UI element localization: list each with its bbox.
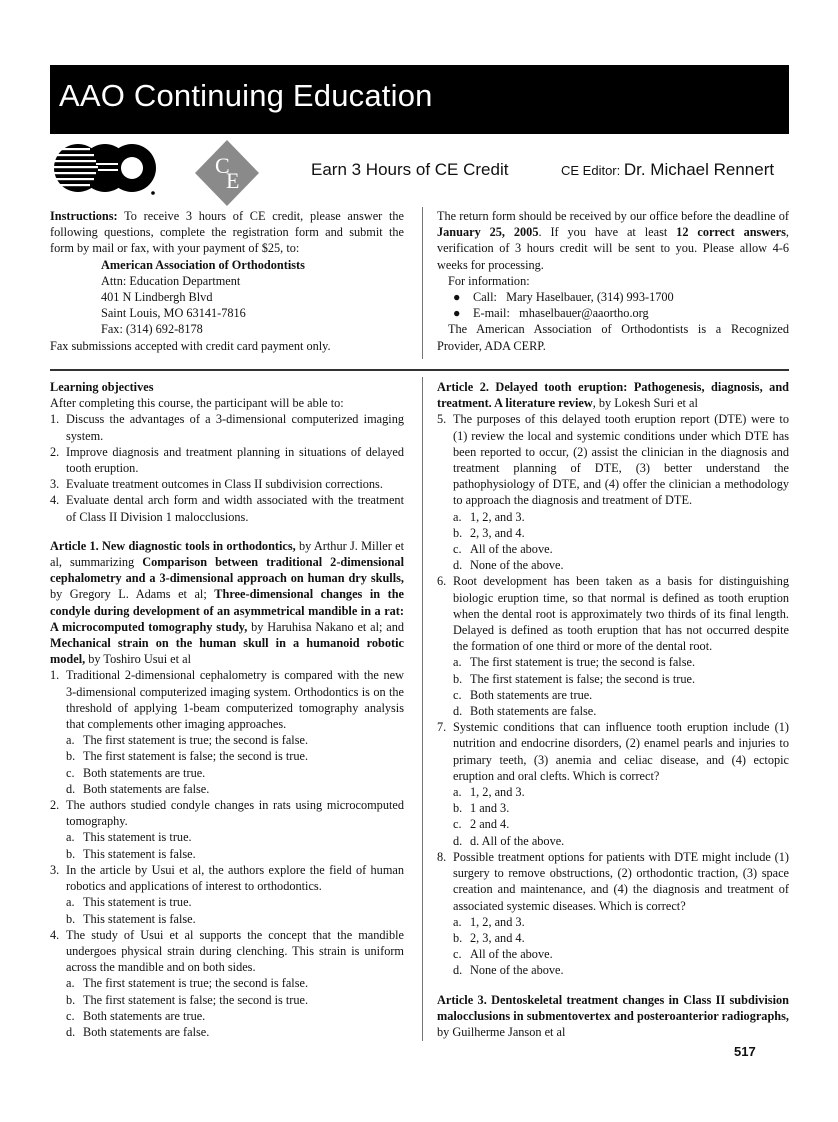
answer-option[interactable] [437,833,789,849]
column-divider-top [422,207,423,359]
question-7 [437,719,789,784]
option-letter: a. [453,509,462,524]
option-text: This statement is false. [83,846,196,861]
answer-option[interactable] [437,816,789,832]
question-number: 7. [437,720,447,735]
deadline-date: January 25, 2005 [437,225,539,240]
option-letter: c. [453,817,462,832]
option-text: Both statements are false. [470,704,597,719]
answer-option[interactable] [437,800,789,816]
option-letter: a. [453,785,462,800]
answer-option[interactable] [437,687,789,703]
option-letter: a. [453,655,462,670]
article-1-sub-title-2: Three-dimensional changes in the condyle during development of an asymmetrical mandible in a rat: A microcomputed tomography study, [50,587,404,634]
option-letter: a. [66,976,75,991]
objective-item [50,444,404,476]
answer-option[interactable] [50,748,404,764]
option-letter: c. [453,542,462,557]
option-letter: d. [453,963,463,978]
answer-option[interactable] [437,784,789,800]
option-text: 1 and 3. [470,801,510,816]
option-letter: b. [66,911,76,926]
answer-option[interactable] [437,525,789,541]
answer-option[interactable] [50,781,404,797]
ce-editor-label: CE Editor: [561,163,624,178]
option-text: 2 and 4. [470,817,510,832]
option-letter: a. [66,733,75,748]
option-text: The first statement is false; the second is true. [83,992,309,1007]
article-2-heading [437,379,789,411]
question-1 [50,667,404,732]
answer-option[interactable] [50,732,404,748]
article-1-sub-title-1: Comparison between traditional 2-dimensional cephalometry and a 3-dimensional approach on human dry skulls, [50,555,404,586]
ce-logo-letter-e: E [226,168,240,193]
article-1-sub-author-1: by Gregory L. Adams et al; [50,587,215,602]
question-text: Possible treatment options for patients with DTE might include (1) surgery to remove obstructions, (2) orthodontic traction, (3) space creation and maintenance, and (4) the diagnosis and treatment of associated systemic diseases. Which is correct? [453,849,789,913]
return-text-1: The return form should be received by our office before the deadline of [437,209,789,223]
article-1-sub-author-3: by Toshiro Usui et al [85,652,192,667]
option-text: The first statement is false; the second is true. [470,671,696,686]
option-text: All of the above. [470,947,553,962]
article-1-sub-title-3: Mechanical strain on the human skull in a humanoid robotic model, [50,636,404,667]
option-text: Both statements are true. [83,1008,206,1023]
option-letter: d. [66,781,76,796]
instructions-text: To receive 3 hours of CE credit, please answer the following questions, complete the registration form and submit the form by mail or fax, with your payment of $25, to: [50,209,404,256]
option-text: Both statements are false. [83,781,210,796]
objective-number: 2. [50,444,60,459]
answer-option[interactable] [437,671,789,687]
article-3-title: Article 3. Dentoskeletal treatment changes in Class II subdivision malocclusions in submentovertex and posteroanterior radiographs, [437,992,789,1023]
question-number: 5. [437,412,447,427]
question-3 [50,862,404,894]
option-text: 1, 2, and 3. [470,785,525,800]
option-text: Both statements are false. [83,1024,210,1039]
objective-text: Improve diagnosis and treatment planning in situations of delayed tooth eruption. [66,444,404,476]
option-letter: b. [66,749,76,764]
objective-item [50,476,404,492]
question-number: 3. [50,862,60,877]
ce-logo-letter-c: C [215,153,230,178]
option-letter: b. [453,671,463,686]
address-fax: Fax: (314) 692-8178 [101,322,203,337]
option-letter: b. [453,801,463,816]
objectives-intro: After completing this course, the participant will be able to: [50,396,344,411]
column-divider-bottom [422,377,423,1041]
bullet-icon: ● [453,306,461,321]
answer-option[interactable] [50,911,404,927]
email-label: E-mail: [473,306,510,321]
fax-note: Fax submissions accepted with credit card payment only. [50,338,331,353]
contact-call [437,289,789,305]
question-text: The purposes of this delayed tooth eruption report (DTE) were to (1) review the local and systemic conditions under which DTE has been reported to occur, (2) assist the clinician in the diagnosis and treatment planning of DTE, (3) better understand the pathophysiology of DTE, and (4) offer the clinician a methodology to approach the diagnosis and treatment of DTE. [453,412,789,508]
question-2 [50,797,404,829]
answer-option[interactable] [437,914,789,930]
question-5 [437,411,789,508]
ce-credit-heading: Earn 3 Hours of CE Credit [311,160,509,179]
option-text: The first statement is false; the second is true. [83,749,309,764]
answer-option[interactable] [437,703,789,719]
instructions-section [50,208,404,354]
answer-option[interactable] [50,846,404,862]
return-text-2: . If you have at least [538,225,677,240]
objective-number: 4. [50,493,60,508]
answer-option[interactable] [50,765,404,781]
email-link[interactable]: mhaselbauer@aaortho.org [519,306,649,321]
answer-option[interactable] [437,654,789,670]
answer-option[interactable] [437,962,789,978]
answer-option[interactable] [437,946,789,962]
option-letter: c. [66,765,75,780]
option-text: The first statement is true; the second is false. [83,976,309,991]
ce-editor [561,160,774,180]
bullet-icon: ● [453,290,461,305]
question-number: 8. [437,849,447,864]
option-text: This statement is true. [83,830,192,845]
instructions-label: Instructions: [50,209,118,223]
left-column [50,379,404,1040]
call-label: Call: [473,290,497,305]
answer-option[interactable] [437,541,789,557]
question-6 [437,573,789,654]
article-3-heading [437,992,789,1041]
option-text: None of the above. [470,558,564,573]
page-title: AAO Continuing Education [59,78,433,113]
option-text: The first statement is true; the second is false. [470,655,696,670]
question-text: The authors studied condyle changes in rats using microcomputed tomography. [66,798,404,829]
objective-item [50,492,404,524]
option-letter: b. [453,525,463,540]
question-8 [437,849,789,914]
header-banner [50,65,789,134]
option-letter: d. [66,1024,76,1039]
option-text: All of the above. [470,542,553,557]
option-text: 1, 2, and 3. [470,509,525,524]
objective-text: Evaluate dental arch form and width associated with the treatment of Class II Division 1 malocclusions. [66,493,404,524]
option-letter: a. [66,830,75,845]
answer-option[interactable] [50,894,404,910]
ce-editor-name: Dr. Michael Rennert [623,160,775,179]
right-column [437,379,789,1040]
option-letter: b. [66,992,76,1007]
option-text: This statement is true. [83,895,192,910]
return-text-3: , verification of 3 hours credit will be sent to you. Please allow 4-6 weeks for processing. [437,225,789,272]
aao-logo-icon [50,140,160,200]
article-2-author: , by Lokesh Suri et al [592,396,698,411]
article-2-title: Article 2. Delayed tooth eruption: Pathogenesis, diagnosis, and treatment. A literature review [437,380,789,411]
return-info-section [437,208,789,354]
option-text: 2, 3, and 4. [470,525,525,540]
option-letter: c. [453,947,462,962]
option-text: 1, 2, and 3. [470,914,525,929]
objective-number: 3. [50,477,60,492]
option-letter: b. [66,846,76,861]
question-text: The study of Usui et al supports the concept that the mandible undergoes physical strain during clenching. This strain is uniform across the mandible and on both sides. [66,927,404,975]
option-letter: d. [453,558,463,573]
option-text: This statement is false. [83,911,196,926]
ce-diamond-logo-icon [193,138,261,208]
objective-item [50,411,404,443]
answer-option[interactable] [50,975,404,991]
objective-text: Discuss the advantages of a 3-dimensional computerized imaging system. [66,412,404,443]
question-number: 2. [50,798,60,813]
question-number: 1. [50,668,60,683]
answer-option[interactable] [437,557,789,573]
answer-option[interactable] [437,930,789,946]
horizontal-rule [50,369,789,371]
answer-option[interactable] [437,509,789,525]
option-text: d. All of the above. [470,833,565,848]
option-letter: d. [453,704,463,719]
question-text: Root development has been taken as a basis for distinguishing biologic eruption time, so that normal is defined as tooth eruption when the dental root is approximately two thirds of its final length. Delayed is defined as tooth eruption that has not occurred despite the formation of one third or more of the dental root. [453,574,789,654]
article-1-sub-author-2: by Haruhisa Nakano et al; and [247,619,404,634]
contact-email [437,305,789,321]
provider-statement: The American Association of Orthodontists is a Recognized Provider, ADA CERP. [437,322,789,353]
objective-text: Evaluate treatment outcomes in Class II subdivision corrections. [66,477,383,492]
question-text: Traditional 2-dimensional cephalometry is compared with the new 3-dimensional computerized imaging system. Orthodontics is on the threshold of applying 1-beam computerized tomography analysis that complements other imaging approaches. [66,668,404,732]
call-value: Mary Haselbauer, (314) 993-1700 [506,290,674,305]
answer-option[interactable] [50,829,404,845]
article-1-heading [50,538,404,668]
correct-answers-threshold: 12 correct answers [676,225,786,240]
option-letter: a. [66,895,75,910]
option-letter: b. [453,930,463,945]
article-1-author: by Arthur J. Miller et al, summarizing [50,538,404,570]
question-number: 4. [50,927,60,942]
answer-option[interactable] [50,1008,404,1024]
option-letter: d. [453,833,463,848]
address-org: American Association of Orthodontists [101,257,305,272]
answer-option[interactable] [50,992,404,1008]
objective-number: 1. [50,412,60,427]
question-text: Systemic conditions that can influence tooth eruption include (1) nutrition and endocrine disorders, (2) enamel pearls and injuries to primary teeth, (3) anemia and celiac disease, and (4) ectopic eruption and oral clefts. Which is correct? [453,720,789,783]
address-city: Saint Louis, MO 63141-7816 [101,306,246,321]
option-text: Both statements are true. [83,765,206,780]
objectives-heading: Learning objectives [50,380,154,394]
address-street: 401 N Lindbergh Blvd [101,290,213,305]
question-4 [50,927,404,976]
for-info-label: For information: [448,273,530,288]
option-text: The first statement is true; the second is false. [83,733,309,748]
option-letter: a. [453,914,462,929]
answer-option[interactable] [50,1024,404,1040]
option-letter: c. [453,687,462,702]
question-text: In the article by Usui et al, the authors explore the field of human robotics and applications of interest to orthodontics. [66,862,404,894]
option-text: 2, 3, and 4. [470,930,525,945]
option-letter: c. [66,1008,75,1023]
question-number: 6. [437,574,447,589]
address-attn: Attn: Education Department [101,273,241,288]
page-number: 517 [734,1044,756,1059]
option-text: None of the above. [470,963,564,978]
article-1-title: Article 1. New diagnostic tools in orthodontics, [50,538,296,553]
option-text: Both statements are true. [470,687,593,702]
article-3-author: by Guilherme Janson et al [437,1024,566,1039]
